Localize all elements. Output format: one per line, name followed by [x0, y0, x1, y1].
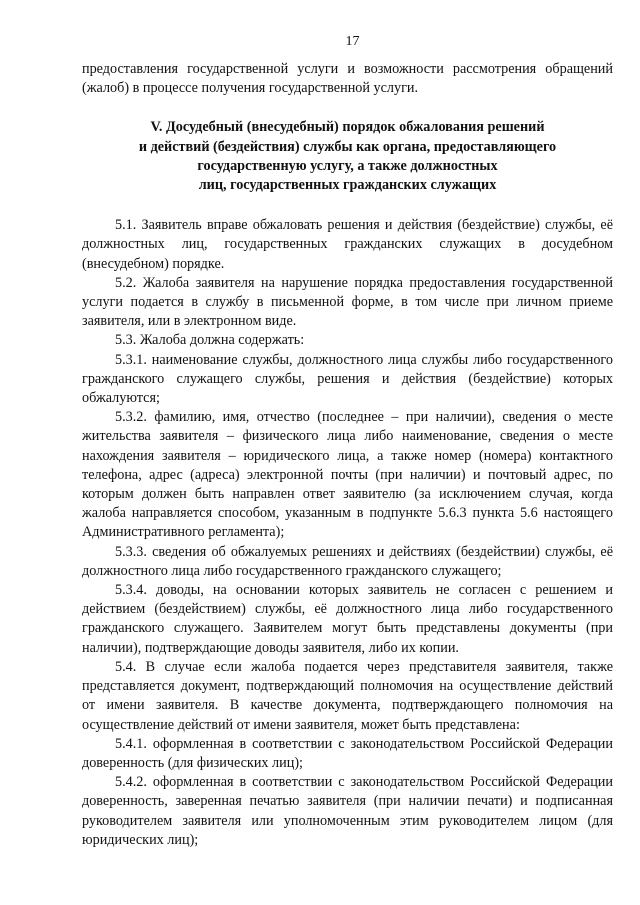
paragraph-5-3-2: 5.3.2. фамилию, имя, отчество (последнее – при наличии), сведения о месте жительства заявителя – физического лица либо наименование, сведения о месте нахождения заявителя – юридического лица, а также номер (номера) контактного телефона, адрес (адреса) электронной почты (при наличии) и почтовый адрес, по которым должен быть направлен ответ заявителю (за исключением случая, когда жалоба направляется способом, указанным в подпункте 5.6.3 пункта 5.6 настоящего Административного регламента); [82, 409, 613, 541]
section-heading [82, 118, 613, 195]
paragraph-5-3: 5.3. Жалоба должна содержать: [115, 332, 305, 349]
paragraph-5-4-2: 5.4.2. оформленная в соответствии с законодательством Российской Федерации доверенность, заверенная печатью заявителя (при наличии печати) и подписанная руководителем заявителя или уполномоченным этим руководителем лицом (для юридических лиц); [82, 774, 613, 848]
section-heading-line: V. Досудебный (внесудебный) порядок обжалования решений [150, 119, 545, 136]
section-heading-line: и действий (бездействия) службы как органа, предоставляющего [138, 138, 557, 155]
paragraph-5-2: 5.2. Жалоба заявителя на нарушение порядка предоставления государственной услуги подается в службу в письменной форме, в том числе при личном приеме заявителя, или в электронном виде. [82, 274, 613, 330]
paragraph-5-3-3: 5.3.3. сведения об обжалуемых решениях и действиях (бездействии) службы, её должностного лица либо государственного гражданского служащего; [82, 543, 613, 579]
section-heading-line: лиц, государственных гражданских служащих [198, 177, 497, 194]
paragraph-5-1: 5.1. Заявитель вправе обжаловать решения и действия (бездействие) службы, её должностных лиц, государственных гражданских служащих в досудебном (внесудебном) порядке. [82, 217, 613, 272]
paragraph-5-3-4: 5.3.4. доводы, на основании которых заявитель не согласен с решением и действием (бездействием) службы, её должностного лица либо государственного гражданского служащего. Заявителем могут быть представлены документы (при наличии), подтверждающие доводы заявителя, либо их копии. [82, 582, 613, 656]
paragraph-5-4: 5.4. В случае если жалоба подается через представителя заявителя, также представляется документ, подтверждающий полномочия на осуществление действий от имени заявителя. В качестве документа, подтверждающего полномочия на осуществление действий от имени заявителя, может быть представлена: [82, 658, 613, 733]
intro-paragraph: предоставления государственной услуги и возможности рассмотрения обращений (жалоб) в процессе получения государственной услуги. [82, 61, 613, 97]
section-heading-line: государственную услугу, а также должностных [197, 157, 498, 174]
paragraph-5-3-1: 5.3.1. наименование службы, должностного лица службы либо государственного гражданского служащего службы, решения и действия (бездействие) которых обжалуются; [82, 351, 613, 407]
paragraph-5-4-1: 5.4.1. оформленная в соответствии с законодательством Российской Федерации доверенность (для физических лиц); [82, 735, 613, 771]
page-number: 17 [345, 34, 360, 49]
document-page [82, 34, 613, 850]
